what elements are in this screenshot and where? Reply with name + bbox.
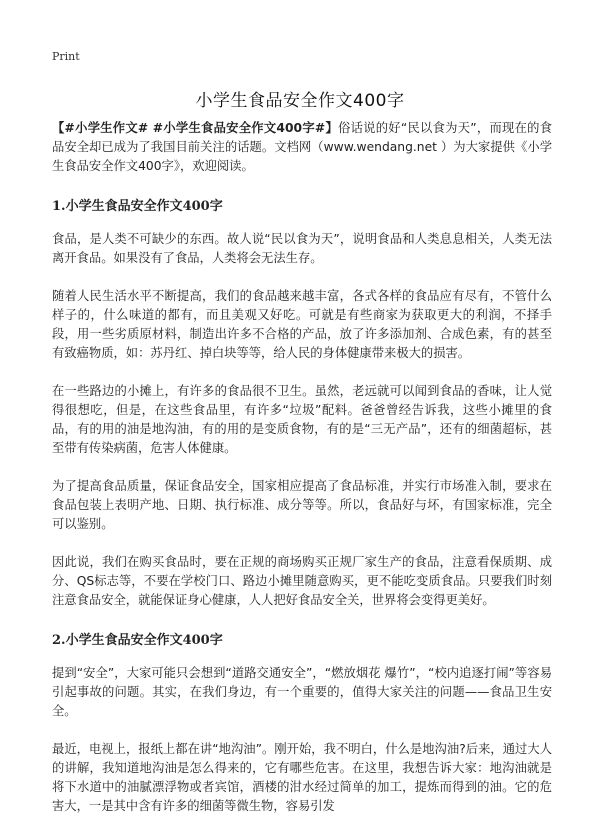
print-label: Print	[52, 50, 80, 63]
body-paragraph: 在一些路边的小摊上，有许多的食品很不卫生。虽然，老远就可以闻到食品的香味，让人觉得很想吃，但是，在这些食品里，有许多“垃圾”配料。爸爸曾经告诉我，这些小摊里的食品，有的用的油是地沟油，有的用的是变质食物，有的是“三无产品”，还有的细菌超标，甚至带有传染病菌，危害人体健康。	[52, 384, 552, 455]
intro-text: 俗话说的好“民以食为天”，而现在的食品安全却已成为了我国目前关注的话题。文档网（www.wendang.net ）为大家提供《小学生食品安全作文400字》，欢迎阅读。	[52, 121, 552, 173]
section-heading: 1.小学生食品安全作文400字	[52, 199, 223, 214]
body-paragraph: 随着人民生活水平不断提高，我们的食品越来越丰富，各式各样的食品应有尽有，不管什么样子的，什么味道的都有，而且美观又好吃。可就是有些商家为获取更大的利润，不择手段，用一些劣质原材料，制造出许多不合格的产品，放了许多添加剂、合成色素，有的甚至有致癌物质，如：苏丹红、掉白块等等，给人民的身体健康带来极大的损害。	[52, 289, 552, 360]
page-title: 小学生食品安全作文400字	[195, 91, 405, 111]
body-paragraph: 最近，电视上，报纸上都在讲“地沟油”。刚开始，我不明白，什么是地沟油?后来，通过大人的讲解，我知道地沟油是怎么得来的，它有哪些危害。在这里，我想告诉大家：地沟油就是将下水道中的油腻漂浮物或者宾馆，酒楼的泔水经过简单的加工，提炼而得到的油。它的危害大，一是其中含有许多的细菌等微生物，容易引发	[52, 742, 552, 813]
section-heading: 2.小学生食品安全作文400字	[52, 633, 223, 648]
body-paragraph: 提到“安全”，大家可能只会想到“道路交通安全”，“燃放烟花 爆竹”，“校内追逐打闹”等容易引起事故的问题。其实，在我们身边，有一个重要的，值得大家关注的问题——食品卫生安全。	[52, 666, 552, 718]
intro-tags: 【#小学生作文# #小学生食品安全作文400字#】	[52, 121, 339, 135]
body-paragraph: 因此说，我们在购买食品时，要在正规的商场购买正规厂家生产的食品，注意看保质期、成分、QS标志等，不要在学校门口、路边小摊里随意购买，更不能吃变质食品。只要我们时刻注意食品安全，就能保证身心健康，人人把好食品安全关，世界将会变得更美好。	[52, 555, 552, 607]
article-body	[52, 119, 552, 835]
body-paragraph: 为了提高食品质量，保证食品安全，国家相应提高了食品标准，并实行市场准入制，要求在食品包装上表明产地、日期、执行标准、成分等等。所以，食品好与坏，有国家标准，完全可以鉴别。	[52, 479, 552, 531]
intro-paragraph	[52, 119, 552, 176]
body-paragraph: 食品，是人类不可缺少的东西。故人说“民以食为天”，说明食品和人类息息相关，人类无法离开食品。如果没有了食品，人类将会无法生存。	[52, 232, 552, 265]
